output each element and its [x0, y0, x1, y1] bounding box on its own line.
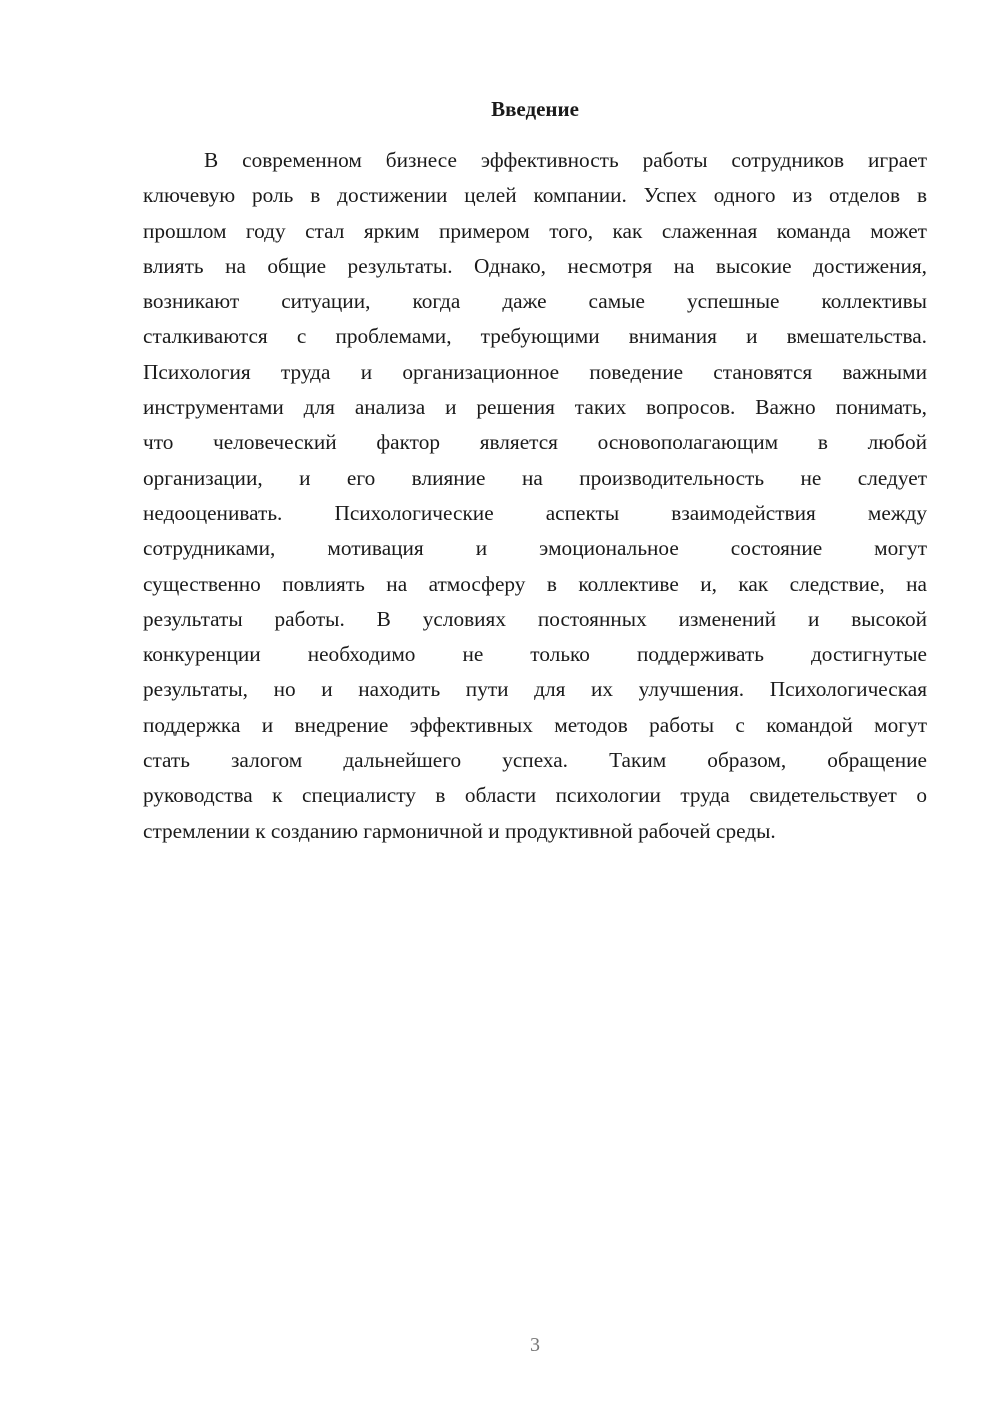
paragraph-line: ключевую роль в достижении целей компании. Успех одного из отделов в [143, 183, 927, 208]
paragraph-line: сотрудниками, мотивация и эмоциональное состояние могут [143, 536, 927, 561]
paragraph-line: прошлом году стал ярким примером того, как слаженная команда может [143, 218, 927, 243]
paragraph-line: результаты работы. В условиях постоянных изменений и высокой [143, 606, 927, 631]
paragraph-line: возникают ситуации, когда даже самые успешные коллективы [143, 289, 927, 314]
paragraph-line: сталкиваются с проблемами, требующими внимания и вмешательства. [143, 324, 927, 349]
paragraph-line: Психология труда и организационное поведение становятся важными [143, 359, 927, 384]
paragraph-line: конкуренции необходимо не только поддерживать достигнутые [143, 642, 927, 667]
paragraph-line: инструментами для анализа и решения таких вопросов. Важно понимать, [143, 395, 927, 420]
paragraph-line: поддержка и внедрение эффективных методов работы с командой могут [143, 712, 927, 737]
page-number: 3 [530, 1334, 540, 1356]
paragraph-line: влиять на общие результаты. Однако, несмотря на высокие достижения, [143, 253, 927, 278]
paragraph-line: что человеческий фактор является основополагающим в любой [143, 430, 927, 455]
paragraph-line: стать залогом дальнейшего успеха. Таким образом, обращение [143, 748, 927, 773]
section-heading: Введение [491, 97, 579, 121]
paragraph-line: организации, и его влияние на производительность не следует [143, 465, 927, 490]
paragraph-line: стремлении к созданию гармоничной и продуктивной рабочей среды. [143, 818, 776, 843]
paragraph-line: руководства к специалисту в области психологии труда свидетельствует о [143, 783, 927, 808]
body-paragraph [143, 145, 927, 851]
paragraph-line: существенно повлиять на атмосферу в коллективе и, как следствие, на [143, 571, 927, 596]
paragraph-line: недооценивать. Психологические аспекты взаимодействия между [143, 500, 927, 525]
paragraph-line: результаты, но и находить пути для их улучшения. Психологическая [143, 677, 927, 702]
paragraph-line: В современном бизнесе эффективность работы сотрудников играет [204, 148, 927, 172]
